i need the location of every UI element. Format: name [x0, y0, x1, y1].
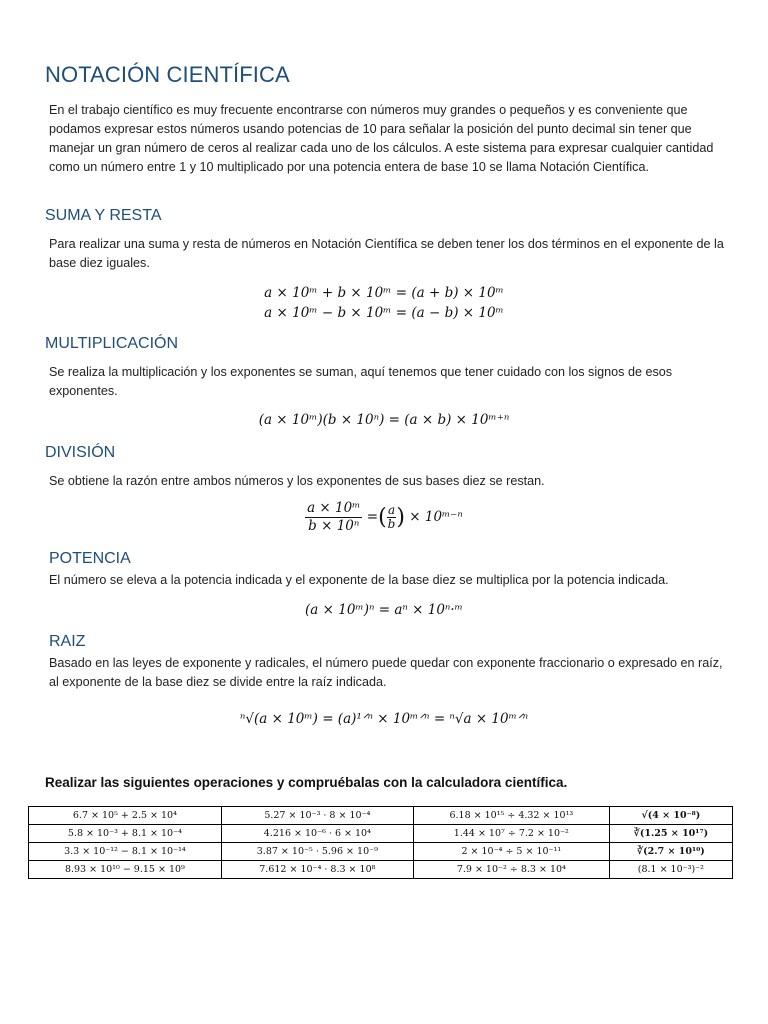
division-fraction — [305, 500, 362, 535]
resta-formula: a × 10ᵐ − b × 10ᵐ = (a − b) × 10ᵐ — [264, 305, 504, 321]
table-cell: 5.27 × 10⁻³ · 8 × 10⁻⁴ — [221, 807, 413, 825]
table-cell: (8.1 × 10⁻³)⁻² — [609, 861, 732, 879]
suma-formula: a × 10ᵐ + b × 10ᵐ = (a + b) × 10ᵐ — [264, 285, 504, 301]
table-cell: 4.216 × 10⁻⁶ · 6 × 10⁴ — [221, 825, 413, 843]
table-cell: 3.3 × 10⁻¹² − 8.1 × 10⁻¹⁴ — [29, 843, 222, 861]
intro-paragraph: En el trabajo científico es muy frecuente encontrarse con números muy grandes o pequeños y es conveniente que podamos expresar estos números usando potencias de 10 para señalar la posición del punto decimal sin tener que manejar un gran número de ceros al realizar cada uno de los cálculos. A este sistema para expresar cualquier cantidad como un número entre 1 y 10 multiplicado por una potencia entera de base 10 se llama Notación Científica. — [49, 103, 714, 174]
multiplicacion-formula: (a × 10ᵐ)(b × 10ⁿ) = (a × b) × 10ᵐ⁺ⁿ — [258, 412, 510, 428]
exercise-title: Realizar las siguientes operaciones y compruébalas con la calculadora científica. — [45, 775, 568, 790]
table-cell: 2 × 10⁻⁴ ÷ 5 × 10⁻¹¹ — [413, 843, 609, 861]
raiz-text: Basado en las leyes de exponente y radicales, el número puede quedar con exponente fraccionario o expresado en raíz, al exponente de la base diez se divide entre la raíz indicada. — [49, 656, 723, 689]
table-row — [29, 825, 733, 843]
division-text: Se obtiene la razón entre ambos números y los exponentes de sus bases diez se restan. — [49, 474, 545, 488]
heading-multiplicacion: MULTIPLICACIÓN — [45, 335, 179, 352]
table-row — [29, 807, 733, 825]
heading-raiz: RAIZ — [49, 633, 86, 650]
table-row — [29, 843, 733, 861]
potencia-text: El número se eleva a la potencia indicada y el exponente de la base diez se multiplica por la potencia indicada. — [49, 573, 669, 587]
table-cell: √(4 × 10⁻⁸) — [609, 807, 732, 825]
division-formula: $\frac{\text{a × 10ᵐ}}{\text{b × 10ⁿ}}$ =( $\frac{a}{b}$ ) × 10ᵐ⁻ⁿ — [307, 500, 463, 534]
multiplicacion-text: Se realiza la multiplicación y los exponentes se suman, aquí tenemos que tener cuidado con los signos de esos exponentes. — [49, 365, 673, 398]
heading-division: DIVISIÓN — [45, 444, 116, 461]
a-over-b: $\frac{a}{b}$ — [387, 503, 396, 531]
table-cell: 7.9 × 10⁻² ÷ 8.3 × 10⁴ — [413, 861, 609, 879]
exercise-table — [28, 806, 733, 879]
page-title: NOTACIÓN CIENTÍFICA — [45, 62, 290, 87]
heading-potencia: POTENCIA — [49, 550, 131, 567]
raiz-formula: ⁿ√(a × 10ᵐ) = (a)¹ᐟⁿ × 10ᵐᐟⁿ = ⁿ√a × 10ᵐᐟⁿ — [239, 711, 529, 727]
table-cell: 6.18 × 10¹⁵ ÷ 4.32 × 10¹³ — [413, 807, 609, 825]
table-cell: 3.87 × 10⁻⁵ · 5.96 × 10⁻⁹ — [221, 843, 413, 861]
division-numerator: a × 10ᵐ — [307, 500, 361, 516]
table-row — [29, 861, 733, 879]
division-denominator: b × 10ⁿ — [308, 518, 360, 534]
heading-suma-resta: SUMA Y RESTA — [45, 207, 162, 224]
potencia-formula: (a × 10ᵐ)ⁿ = aⁿ × 10ⁿ·ᵐ — [305, 602, 463, 618]
equals-sign: = — [366, 509, 379, 525]
table-cell: 7.612 × 10⁻⁴ · 8.3 × 10⁸ — [221, 861, 413, 879]
table-cell: ∛(2.7 × 10¹⁰) — [609, 843, 732, 861]
table-cell: 1.44 × 10⁷ ÷ 7.2 × 10⁻² — [413, 825, 609, 843]
table-cell: 6.7 × 10⁵ + 2.5 × 10⁴ — [29, 807, 222, 825]
table-cell: 5.8 × 10⁻³ + 8.1 × 10⁻⁴ — [29, 825, 222, 843]
table-cell: ∛(1.25 × 10¹⁷) — [609, 825, 732, 843]
division-rest: × 10ᵐ⁻ⁿ — [409, 509, 463, 525]
suma-resta-text: Para realizar una suma y resta de números en Notación Científica se deben tener los dos términos en el exponente de la base diez iguales. — [49, 237, 724, 270]
table-cell: 8.93 × 10¹⁰ − 9.15 × 10⁹ — [29, 861, 222, 879]
